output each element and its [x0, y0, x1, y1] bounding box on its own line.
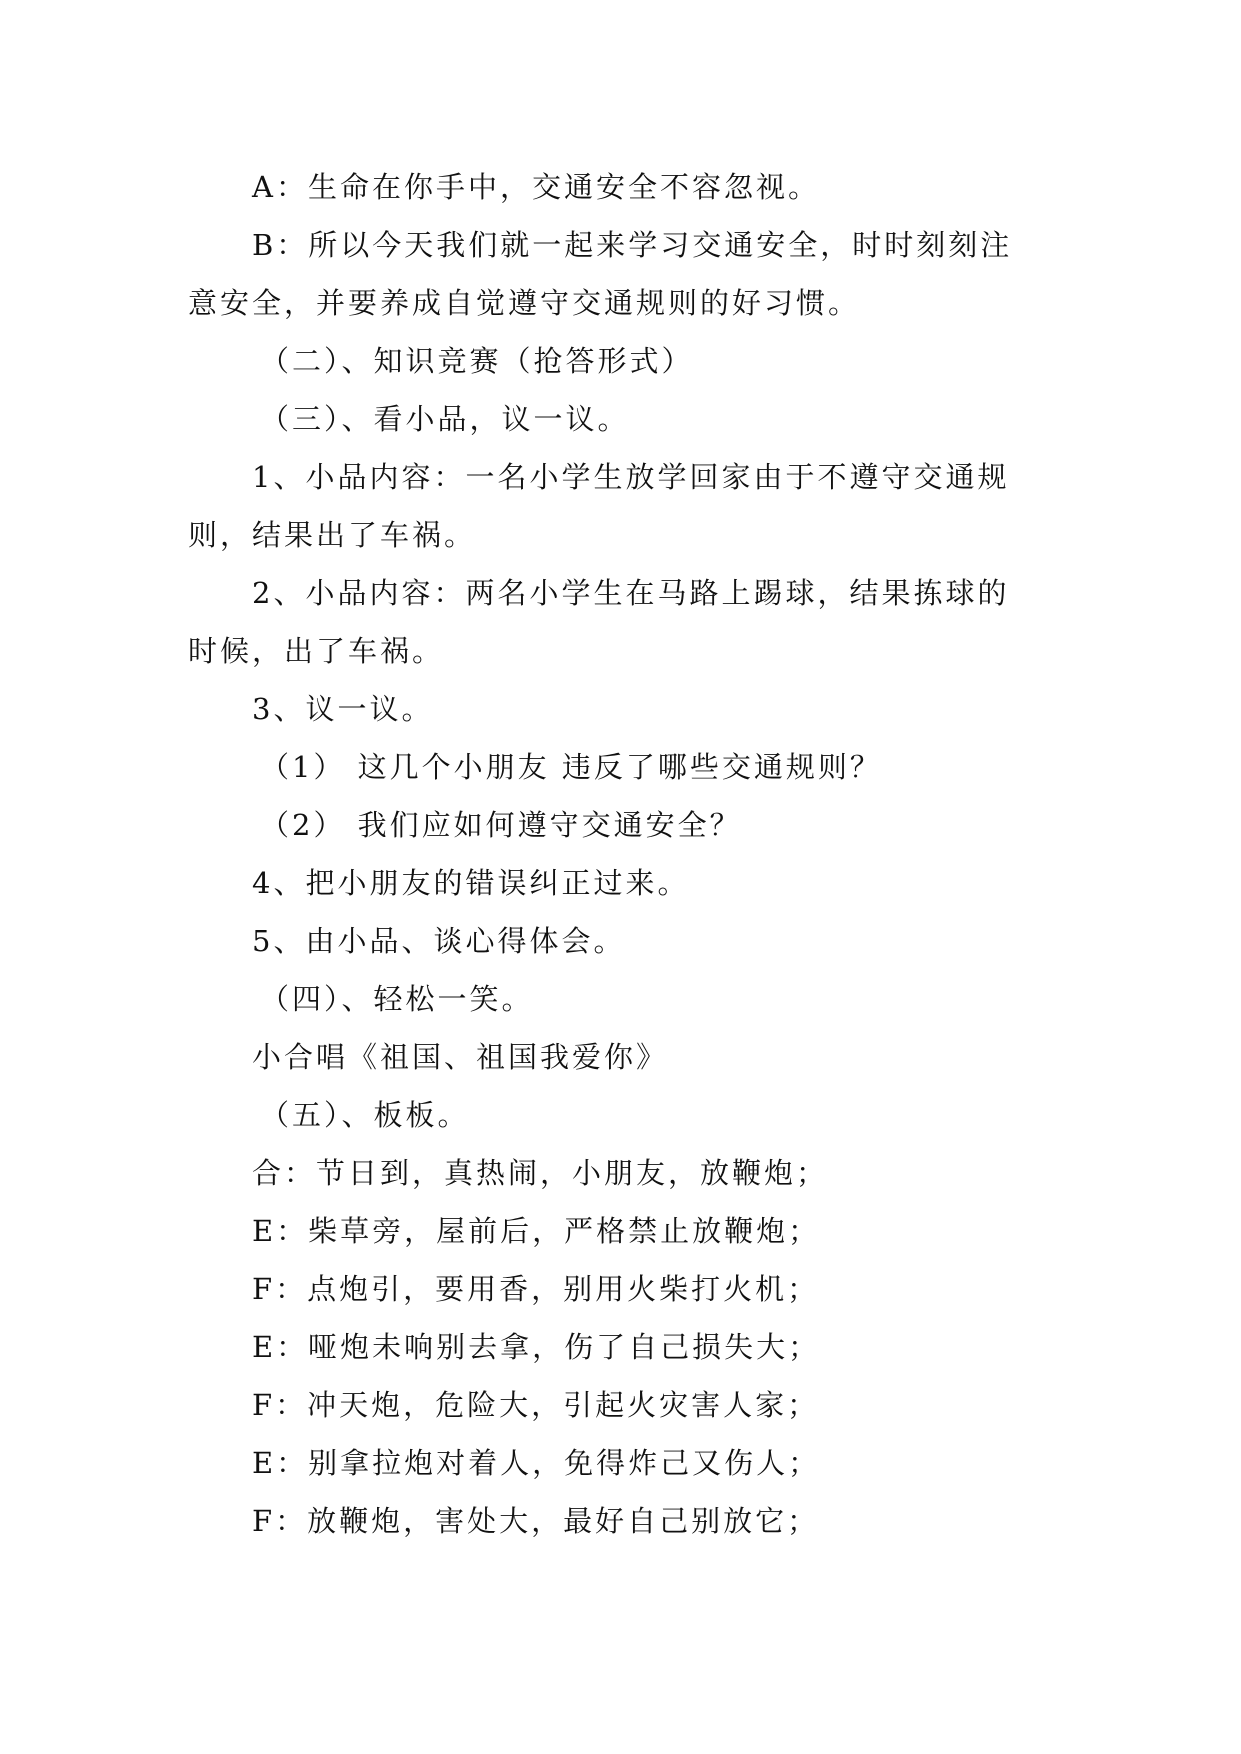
dialogue-line-a: A：生命在你手中，交通安全不容忽视。 [252, 170, 820, 204]
verse-line-3: F：点炮引，要用香，别用火柴打火机； [252, 1272, 820, 1306]
dialogue-line-b-continued: 意安全，并要养成自觉遵守交通规则的好习惯。 [188, 286, 861, 320]
verse-line-1: 合：节日到，真热闹，小朋友，放鞭炮； [252, 1156, 829, 1190]
question-2: （2） 我们应如何遵守交通安全？ [260, 808, 742, 842]
document-body [188, 158, 1058, 1550]
skit-item-1-continued: 则，结果出了车祸。 [188, 518, 477, 552]
section-heading-5: （五）、板板。 [260, 1098, 470, 1132]
discussion-item-4: 4、把小朋友的错误纠正过来。 [252, 866, 690, 900]
verse-line-6: E：别拿拉炮对着人，免得炸己又伤人； [252, 1446, 821, 1480]
skit-item-1: 1、小品内容：一名小学生放学回家由于不遵守交通规 [252, 460, 1010, 494]
section-heading-2: （二）、知识竞赛（抢答形式） [260, 344, 694, 378]
verse-line-2: E：柴草旁，屋前后，严格禁止放鞭炮； [252, 1214, 821, 1248]
question-1: （1） 这几个小朋友 违反了哪些交通规则？ [260, 750, 882, 784]
chorus-line: 小合唱《祖国、祖国我爱你》 [252, 1040, 669, 1074]
verse-line-5: F：冲天炮，危险大，引起火灾害人家； [252, 1388, 820, 1422]
skit-item-2: 2、小品内容：两名小学生在马路上踢球，结果拣球的 [252, 576, 1010, 610]
verse-line-4: E：哑炮未响别去拿，伤了自己损失大； [252, 1330, 821, 1364]
skit-item-2-continued: 时候，出了车祸。 [188, 634, 445, 668]
verse-line-7: F：放鞭炮，害处大，最好自己别放它； [252, 1504, 820, 1538]
discussion-item-5: 5、由小品、谈心得体会。 [252, 924, 626, 958]
dialogue-line-b: B：所以今天我们就一起来学习交通安全，时时刻刻注 [252, 228, 1013, 262]
section-heading-4: （四）、轻松一笑。 [260, 982, 534, 1016]
discussion-item-3: 3、议一议。 [252, 692, 434, 726]
section-heading-3: （三）、看小品，议一议。 [260, 402, 630, 436]
